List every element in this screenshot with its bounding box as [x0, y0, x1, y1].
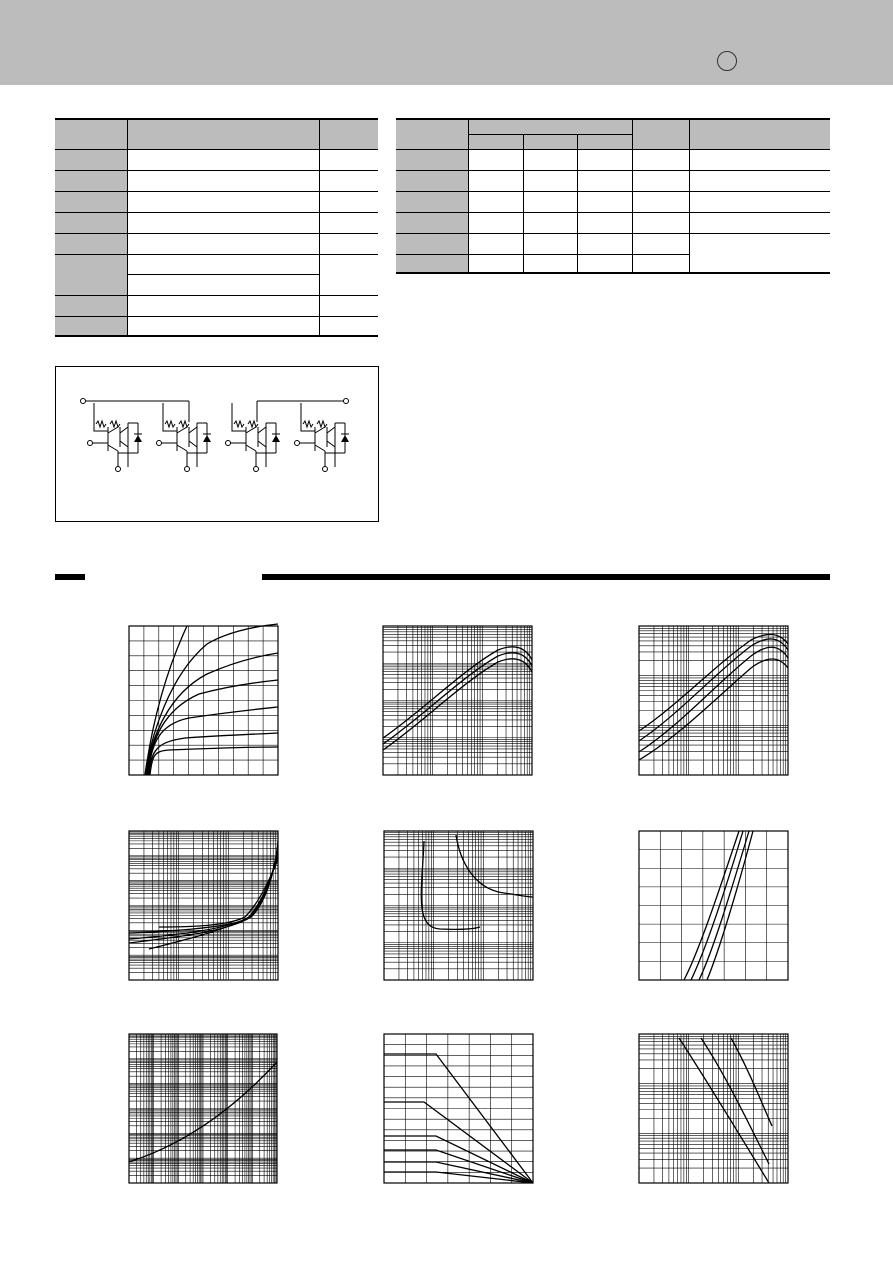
terminal-icon	[88, 441, 93, 446]
table-cell	[396, 254, 468, 273]
electrical-characteristics-table	[396, 118, 830, 274]
characteristic-chart-3	[639, 626, 788, 775]
chart-frame	[639, 1034, 788, 1183]
diode-icon	[203, 435, 211, 442]
table-cell	[127, 316, 319, 336]
terminal-icon	[157, 441, 162, 446]
table-row	[396, 149, 830, 170]
equivalent-circuit-box	[55, 366, 379, 522]
characteristic-curve	[145, 624, 278, 775]
table-header-cell	[468, 134, 523, 149]
table-cell	[55, 149, 127, 170]
transistor-unit	[157, 403, 212, 472]
table-row	[55, 170, 378, 191]
characteristic-curve	[159, 859, 278, 927]
circle-mark-icon	[717, 51, 737, 71]
table-cell	[127, 212, 319, 233]
section-heading-bar-left	[55, 574, 85, 580]
table-row	[55, 233, 378, 254]
characteristic-chart-1	[129, 626, 278, 775]
table-cell	[127, 274, 319, 295]
resistor-icon	[234, 421, 244, 427]
table-header-cell	[523, 134, 577, 149]
table-cell	[55, 170, 127, 191]
characteristic-curve	[639, 634, 788, 731]
table-cell	[577, 149, 632, 170]
section-heading-bar-right	[262, 574, 830, 580]
characteristic-chart-6	[639, 831, 788, 980]
table-cell	[396, 233, 468, 254]
resistor-icon	[96, 421, 106, 427]
transistor-unit	[88, 403, 143, 472]
characteristic-curve	[146, 653, 278, 775]
table-cell	[396, 149, 468, 170]
collector-lead	[177, 427, 187, 433]
table-header-row	[55, 119, 378, 149]
emitter-lead	[120, 441, 128, 447]
emitter-lead	[258, 441, 266, 447]
table-header-cell	[396, 119, 468, 149]
collector-lead	[108, 427, 118, 433]
table-cell	[523, 191, 577, 212]
resistor-icon	[317, 421, 327, 427]
table-cell	[319, 191, 378, 212]
table-cell	[468, 149, 523, 170]
characteristic-chart-5	[384, 831, 533, 980]
characteristic-curve	[383, 653, 532, 744]
resistor-icon	[232, 403, 246, 431]
table-cell	[577, 170, 632, 191]
characteristic-curve	[384, 1054, 533, 1183]
resistor-icon	[301, 403, 315, 431]
terminal-icon	[323, 467, 328, 472]
table-cell	[55, 254, 127, 295]
characteristic-chart-7	[129, 1034, 277, 1183]
table-cell	[468, 191, 523, 212]
emitter-lead	[246, 445, 256, 451]
characteristic-curve	[129, 855, 278, 933]
table-header-row	[396, 119, 830, 134]
table-header-cell	[689, 119, 830, 149]
table-cell	[632, 212, 689, 233]
table-row	[55, 191, 378, 212]
table-cell	[632, 170, 689, 191]
table-cell	[689, 233, 830, 273]
table-cell	[577, 233, 632, 254]
table-row	[396, 170, 830, 191]
characteristic-curve	[383, 647, 532, 738]
characteristic-curve	[149, 733, 278, 775]
table-cell	[319, 295, 378, 316]
terminal-icon	[344, 399, 349, 404]
table-row	[55, 212, 378, 233]
table-header-cell	[55, 119, 127, 149]
terminal-icon	[185, 467, 190, 472]
table-header-cell	[632, 119, 689, 149]
diode-icon	[272, 435, 280, 442]
characteristic-chart-4	[129, 831, 278, 980]
characteristic-chart-2	[383, 626, 532, 775]
table-cell	[632, 191, 689, 212]
table-cell	[468, 212, 523, 233]
table-cell	[127, 191, 319, 212]
table-cell	[319, 233, 378, 254]
transistor-unit	[295, 403, 350, 472]
table-header-cell	[577, 134, 632, 149]
table-cell	[319, 149, 378, 170]
table-cell	[689, 149, 830, 170]
collector-lead	[315, 427, 325, 433]
collector-lead	[327, 427, 335, 433]
table-cell	[523, 212, 577, 233]
collector-lead	[120, 427, 128, 433]
resistor-icon	[163, 403, 177, 431]
equivalent-circuit-diagram	[56, 367, 378, 521]
table-cell	[577, 254, 632, 273]
table-header-cell	[468, 119, 632, 134]
collector-lead	[189, 427, 197, 433]
table-header-cell	[319, 119, 378, 149]
table-cell	[689, 170, 830, 191]
table-header-cell	[127, 119, 319, 149]
table-cell	[55, 233, 127, 254]
table-cell	[632, 149, 689, 170]
table-row	[55, 254, 378, 274]
resistor-icon	[110, 421, 120, 427]
table-cell	[319, 170, 378, 191]
table-cell	[577, 191, 632, 212]
table-cell	[319, 254, 378, 295]
transistor-unit	[226, 403, 281, 472]
table-cell	[468, 254, 523, 273]
table-cell	[523, 170, 577, 191]
table-cell	[577, 212, 632, 233]
emitter-lead	[189, 441, 197, 447]
table-cell	[127, 295, 319, 316]
terminal-icon	[254, 467, 259, 472]
terminal-icon	[81, 399, 86, 404]
collector-lead	[246, 427, 256, 433]
collector-lead	[258, 427, 266, 433]
emitter-lead	[108, 445, 118, 451]
table-cell	[523, 233, 577, 254]
terminal-icon	[295, 441, 300, 446]
resistor-icon	[179, 421, 189, 427]
table-cell	[127, 254, 319, 274]
table-cell	[689, 191, 830, 212]
resistor-icon	[165, 421, 175, 427]
table-cell	[319, 212, 378, 233]
table-row	[55, 316, 378, 336]
table-cell	[396, 191, 468, 212]
characteristic-curve	[150, 747, 278, 775]
table-cell	[55, 212, 127, 233]
resistor-icon	[303, 421, 313, 427]
diode-icon	[341, 435, 349, 442]
characteristic-chart-9	[639, 1034, 788, 1183]
table-cell	[468, 170, 523, 191]
characteristic-curve	[731, 1038, 772, 1126]
resistor-icon	[94, 403, 108, 431]
header-band	[0, 0, 893, 85]
characteristic-curve	[421, 841, 480, 929]
table-cell	[632, 233, 689, 254]
table-cell	[523, 149, 577, 170]
absolute-ratings-table	[55, 118, 378, 337]
table-cell	[127, 149, 319, 170]
table-row	[396, 233, 830, 254]
characteristic-curve	[701, 1038, 769, 1164]
table-cell	[689, 212, 830, 233]
table-row	[55, 149, 378, 170]
table-row	[396, 191, 830, 212]
table-cell	[127, 233, 319, 254]
table-cell	[55, 316, 127, 336]
terminal-icon	[226, 441, 231, 446]
table-cell	[55, 191, 127, 212]
table-cell	[632, 254, 689, 273]
table-cell	[319, 316, 378, 336]
table-row	[396, 212, 830, 233]
emitter-lead	[327, 441, 335, 447]
table-cell	[523, 254, 577, 273]
table-cell	[55, 295, 127, 316]
characteristic-curve	[384, 1102, 533, 1183]
table-cell	[396, 212, 468, 233]
terminal-icon	[116, 467, 121, 472]
table-cell	[396, 170, 468, 191]
characteristic-chart-8	[384, 1034, 533, 1183]
table-cell	[468, 233, 523, 254]
emitter-lead	[315, 445, 325, 451]
table-row	[55, 295, 378, 316]
diode-icon	[134, 435, 142, 442]
table-cell	[127, 170, 319, 191]
emitter-lead	[177, 445, 187, 451]
